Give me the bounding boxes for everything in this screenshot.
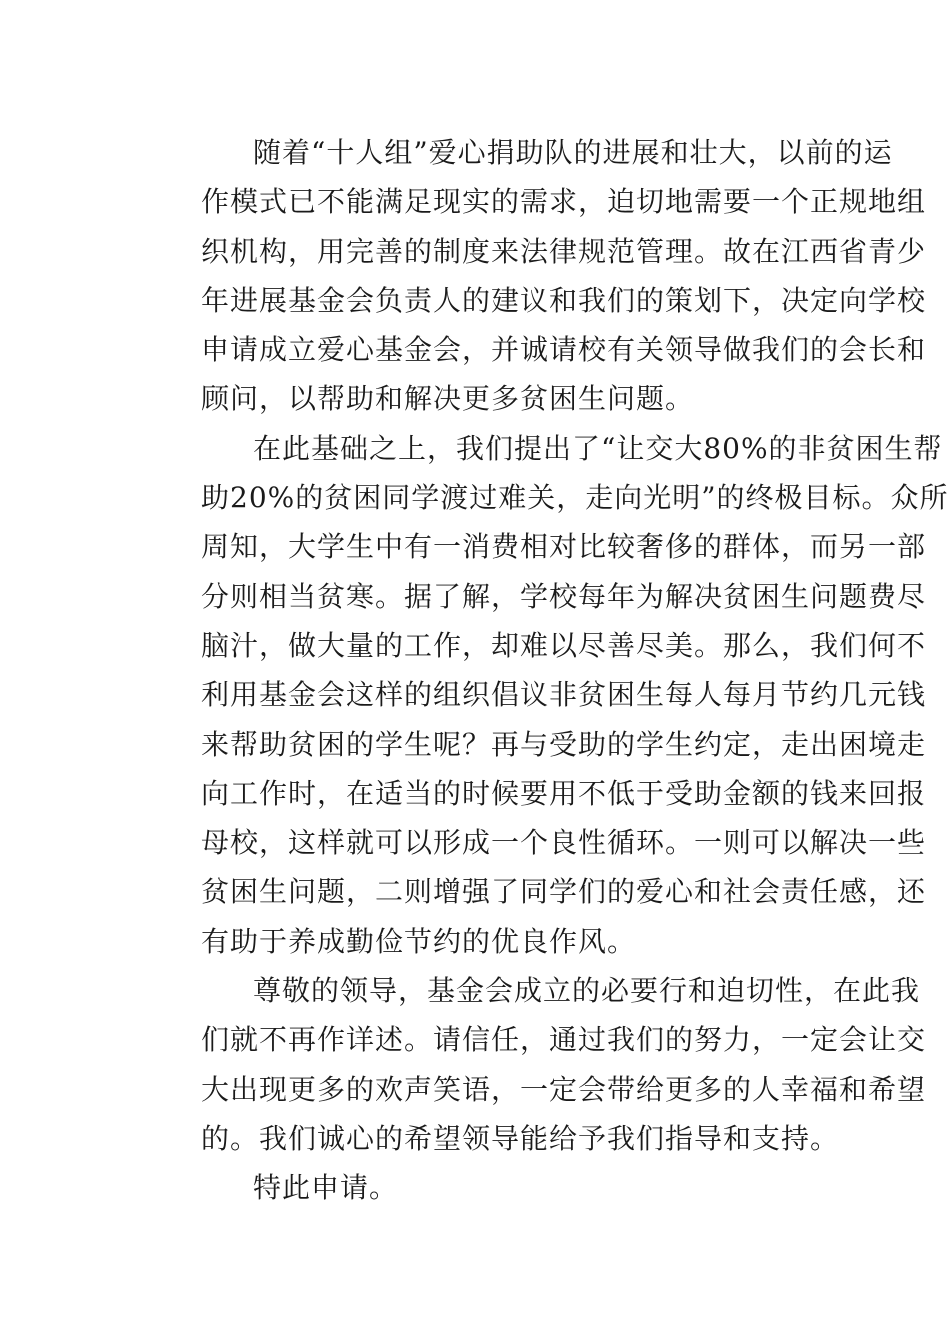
text-line: 特此申请。 xyxy=(253,1171,399,1205)
document-body xyxy=(145,128,949,1213)
text-line: 分则相当贫寒。据了解，学校每年为解决贫困生问题费尽 xyxy=(201,579,927,613)
text-line: 脑汁，做大量的工作，却难以尽善尽美。那么，我们何不 xyxy=(201,628,927,662)
text-line: 有助于养成勤俭节约的优良作风。 xyxy=(201,924,637,958)
text-line: 利用基金会这样的组织倡议非贫困生每人每月节约几元钱 xyxy=(201,678,927,712)
text-line: 随着“十人组”爱心捐助队的进展和壮大，以前的运 xyxy=(253,136,893,169)
text-line: 向工作时，在适当的时候要用不低于受助金额的钱来回报 xyxy=(201,776,927,810)
text-line: 年进展基金会负责人的建议和我们的策划下，决定向学校 xyxy=(201,283,927,317)
text-line: 顾问，以帮助和解决更多贫困生问题。 xyxy=(201,382,695,416)
text-line: 在此基础之上，我们提出了“让交大80%的非贫困生帮 xyxy=(253,431,943,465)
text-line: 们就不再作详述。请信任，通过我们的努力，一定会让交 xyxy=(201,1023,927,1057)
text-line: 织机构，用完善的制度来法律规范管理。故在江西省青少 xyxy=(201,234,927,268)
text-line: 来帮助贫困的学生呢？再与受助的学生约定，走出困境走 xyxy=(201,727,927,761)
text-line: 母校，这样就可以形成一个良性循环。一则可以解决一些 xyxy=(201,826,927,860)
text-line: 作模式已不能满足现实的需求，迫切地需要一个正规地组 xyxy=(201,185,927,219)
text-line: 周知，大学生中有一消费相对比较奢侈的群体，而另一部 xyxy=(201,530,927,564)
text-line: 大出现更多的欢声笑语，一定会带给更多的人幸福和希望 xyxy=(201,1072,927,1106)
text-line: 尊敬的领导，基金会成立的必要行和迫切性，在此我 xyxy=(253,974,921,1008)
paragraph-4 xyxy=(145,1163,810,1212)
paragraph-3 xyxy=(145,966,927,1163)
text-line: 贫困生问题，二则增强了同学们的爱心和社会责任感，还 xyxy=(201,875,927,909)
text-line: 的。我们诚心的希望领导能给予我们指导和支持。 xyxy=(201,1121,840,1155)
paragraph-1 xyxy=(145,128,927,424)
paragraph-2 xyxy=(145,424,949,966)
text-line: 申请成立爱心基金会，并诚请校有关领导做我们的会长和 xyxy=(201,333,927,367)
text-line: 助20%的贫困同学渡过难关，走向光明”的终极目标。众所 xyxy=(201,481,949,515)
